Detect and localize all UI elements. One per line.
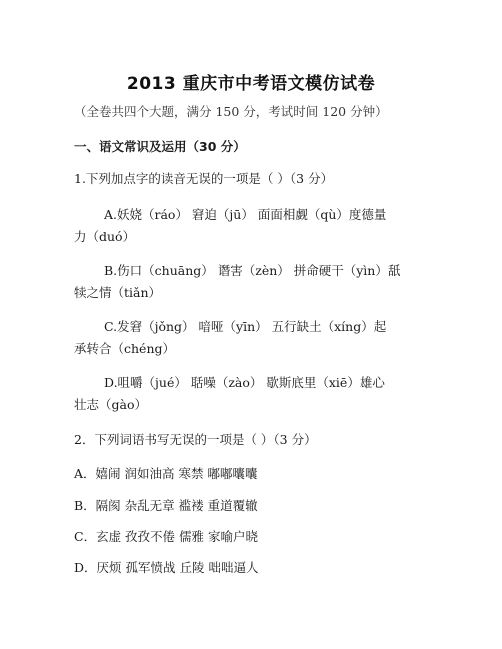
q2-option-d: D．厌烦 孤军愤战 丘陵 咄咄逼人 [74,560,259,575]
q2-option-c: C．玄虚 孜孜不倦 儒雅 家喻户晓 [74,529,258,544]
question-2-stem: 2．下列词语书写无误的一项是（ ）（3 分） [74,432,317,447]
q2-option-a: A．嬉闹 润如油高 寒禁 嘟嘟囔囔 [74,466,258,481]
section-heading: 一、语文常识及运用（30 分） [74,139,246,154]
q1-option-c-line1: C.发窘（jǒng） 喑哑（yīn） 五行缺土（xíng）起 [104,319,387,334]
q1-option-a-line1: A.妖娆（ráo） 窘迫（jū） 面面相觑（qù）度德量 [104,207,387,222]
q1-option-d-line2: 壮志（gào） [74,397,147,412]
document-title: 2013 重庆市中考语文模仿试卷 [126,74,376,94]
exam-info: （全卷共四个大题，满分 150 分，考试时间 120 分钟） [74,104,388,119]
question-1-stem: 1.下列加点字的读音无误的一项是（ ）（3 分） [74,171,334,186]
q1-option-c-line2: 承转合（chéng） [74,341,176,356]
q2-option-b: B．隔阂 杂乱无章 褴褛 重道覆辙 [74,498,258,513]
q1-option-b-line2: 犊之情（tiǎn） [74,285,162,300]
q1-option-b-line1: B.伤口（chuāng） 谮害（zèn） 拼命硬干（yìn）舐 [104,263,401,278]
q1-option-d-line1: D.咀嚼（jué） 聒噪（zào） 歇斯底里（xiē）雄心 [104,375,385,390]
q1-option-a-line2: 力（duó） [74,229,136,244]
